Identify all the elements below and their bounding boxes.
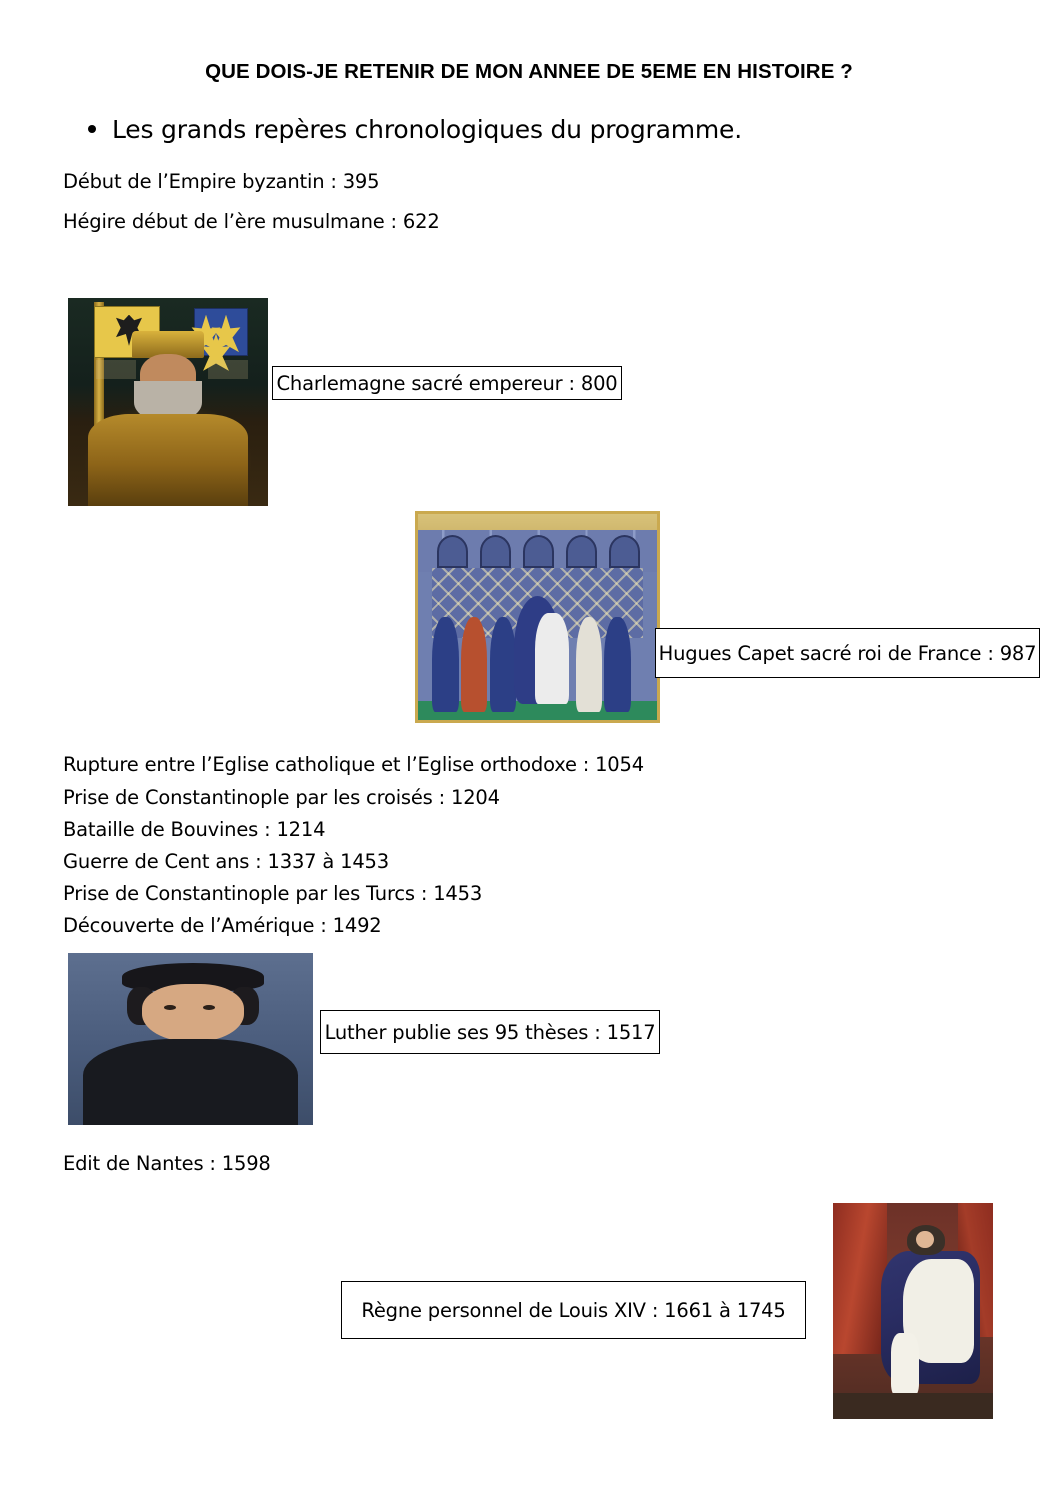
louis-curtain-left bbox=[833, 1203, 887, 1354]
image-louis-xiv bbox=[833, 1203, 993, 1419]
luther-eye-left bbox=[164, 1005, 176, 1010]
caption-louis-xiv: Règne personnel de Louis XIV : 1661 à 1745 bbox=[341, 1281, 806, 1339]
caption-hugues-capet: Hugues Capet sacré roi de France : 987 bbox=[655, 628, 1040, 678]
entry-edit-nantes: Edit de Nantes : 1598 bbox=[63, 1152, 271, 1175]
caption-luther: Luther publie ses 95 thèses : 1517 bbox=[320, 1010, 660, 1054]
entry-decouverte-amerique: Découverte de l’Amérique : 1492 bbox=[63, 914, 382, 937]
page-title: QUE DOIS-JE RETENIR DE MON ANNEE DE 5EME EN HISTOIRE ? bbox=[205, 60, 853, 83]
luther-face bbox=[142, 984, 245, 1042]
entry-byzantin: Début de l’Empire byzantin : 395 bbox=[63, 170, 380, 193]
capet-figure bbox=[490, 617, 516, 712]
entry-bouvines: Bataille de Bouvines : 1214 bbox=[63, 818, 326, 841]
arch-shape bbox=[523, 535, 554, 568]
entry-constantinople-croises: Prise de Constantinople par les croisés : 1204 bbox=[63, 786, 500, 809]
capet-figure bbox=[432, 617, 458, 712]
arch-shape bbox=[480, 535, 511, 568]
bullet-dot-icon bbox=[88, 125, 96, 133]
charlemagne-robe bbox=[88, 414, 248, 506]
capet-figure bbox=[461, 617, 487, 712]
entry-hegire: Hégire début de l’ère musulmane : 622 bbox=[63, 210, 440, 233]
arch-shape bbox=[437, 535, 468, 568]
capet-figure bbox=[604, 617, 630, 712]
arch-shape bbox=[566, 535, 597, 568]
entry-constantinople-turcs: Prise de Constantinople par les Turcs : 1453 bbox=[63, 882, 483, 905]
image-hugues-capet bbox=[415, 511, 660, 723]
capet-figure bbox=[576, 617, 602, 712]
image-charlemagne bbox=[68, 298, 268, 506]
image-luther bbox=[68, 953, 313, 1125]
louis-face bbox=[916, 1231, 934, 1248]
caption-charlemagne: Charlemagne sacré empereur : 800 bbox=[272, 366, 622, 400]
bullet-heading bbox=[88, 115, 742, 144]
entry-guerre-cent-ans: Guerre de Cent ans : 1337 à 1453 bbox=[63, 850, 389, 873]
charlemagne-inscription-left bbox=[96, 360, 136, 379]
charlemagne-inscription-right bbox=[208, 360, 248, 379]
bullet-heading-label: Les grands repères chronologiques du programme. bbox=[112, 115, 742, 144]
luther-robe bbox=[83, 1039, 299, 1125]
louis-legs bbox=[891, 1333, 920, 1398]
capet-king-mantle bbox=[535, 613, 568, 704]
luther-eye-right bbox=[203, 1005, 215, 1010]
louis-floor bbox=[833, 1393, 993, 1419]
arch-shape bbox=[609, 535, 640, 568]
entry-rupture: Rupture entre l’Eglise catholique et l’Eglise orthodoxe : 1054 bbox=[63, 753, 644, 776]
